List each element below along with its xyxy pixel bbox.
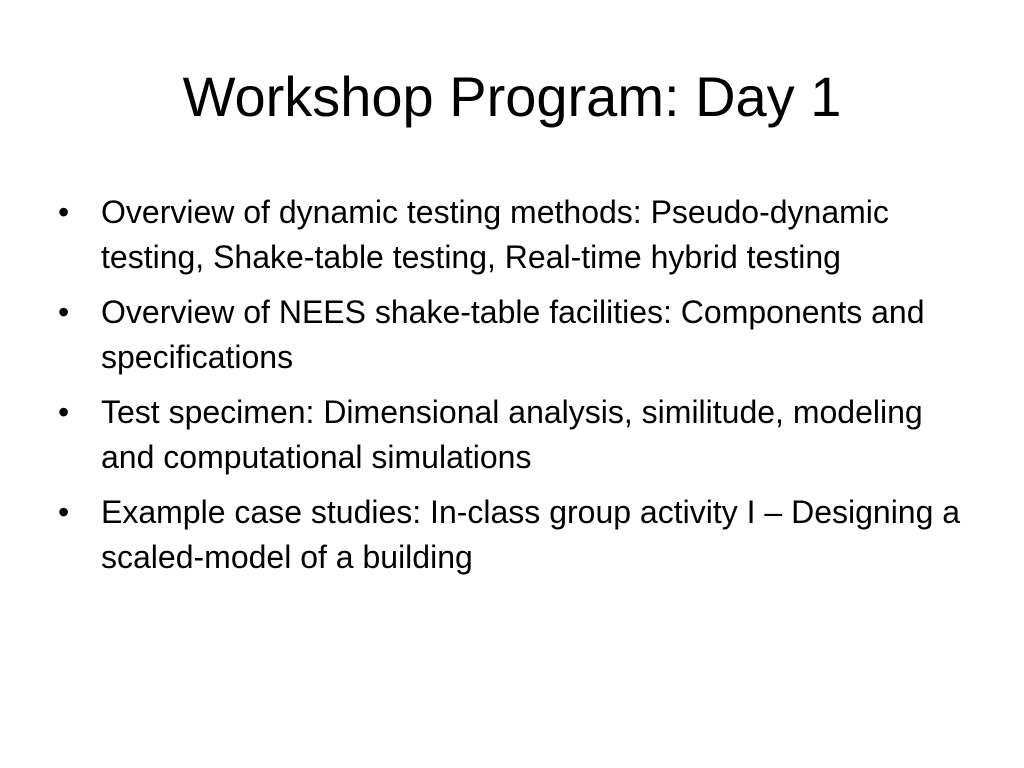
bullet-item-4	[58, 490, 968, 580]
bullet-icon: •	[58, 194, 70, 230]
bullet-text: Overview of dynamic testing methods: Pseudo-dynamic testing, Shake-table testing, Real-time hybrid testing	[101, 194, 889, 275]
bullet-icon: •	[58, 394, 70, 430]
bullet-item-2	[58, 290, 968, 380]
bullet-icon: •	[58, 294, 70, 330]
bullet-icon: •	[58, 494, 70, 530]
bullet-item-3	[58, 390, 968, 480]
bullet-text: Example case studies: In-class group activity I – Designing a scaled-model of a building	[101, 494, 961, 575]
bullet-list	[58, 190, 968, 590]
bullet-item-1	[58, 190, 968, 280]
bullet-text: Test specimen: Dimensional analysis, similitude, modeling and computational simulations	[101, 394, 923, 475]
slide-title: Workshop Program: Day 1	[182, 65, 842, 128]
bullet-text: Overview of NEES shake-table facilities: Components and specifications	[101, 294, 925, 375]
